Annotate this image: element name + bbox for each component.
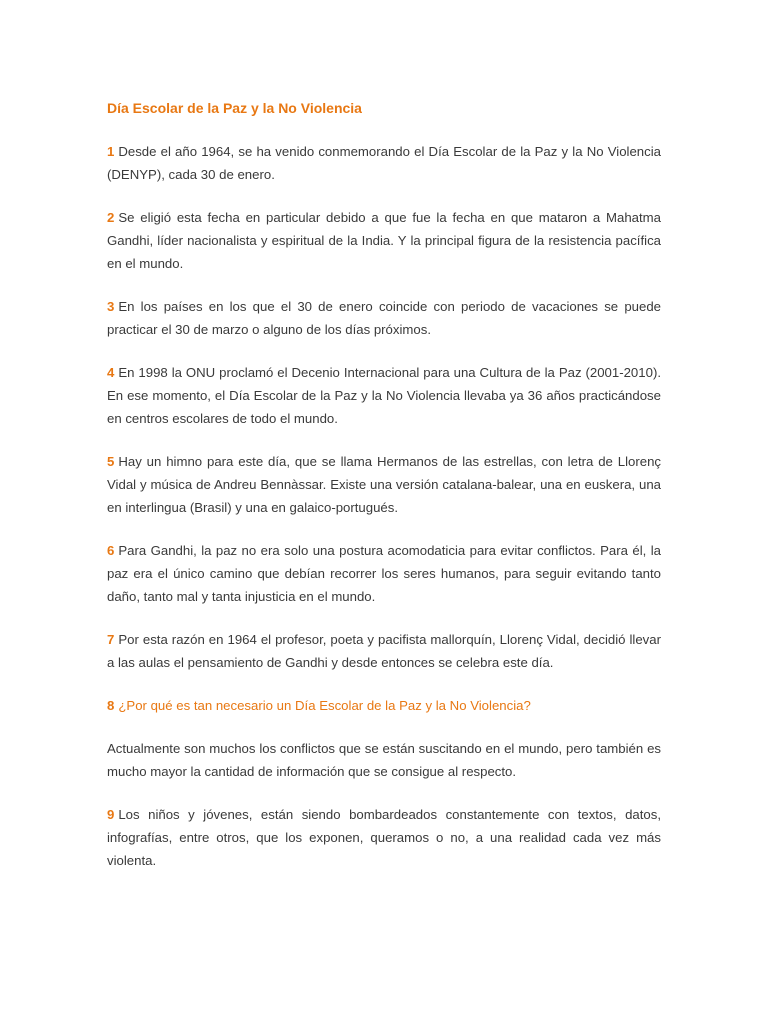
paragraph-5 — [107, 450, 661, 519]
paragraph-4 — [107, 361, 661, 430]
paragraph-number: 6 — [107, 543, 115, 558]
paragraph-number: 1 — [107, 144, 115, 159]
paragraph-6 — [107, 539, 661, 608]
paragraph-7 — [107, 628, 661, 674]
paragraph-text: Los niños y jóvenes, están siendo bombardeados constantemente con textos, datos, infografías, entre otros, que los exponen, queramos o no, a una realidad cada vez más violenta. — [107, 807, 661, 868]
paragraph-number: 5 — [107, 454, 115, 469]
paragraph-3 — [107, 295, 661, 341]
paragraph-8-question — [107, 694, 661, 717]
paragraph-answer — [107, 737, 661, 783]
paragraph-text: Para Gandhi, la paz no era solo una postura acomodaticia para evitar conflictos. Para él, la paz era el único camino que debían recorrer los seres humanos, para seguir evitando tanto daño, tanto mal y tanta injusticia en el mundo. — [107, 543, 661, 604]
paragraph-text: Desde el año 1964, se ha venido conmemorando el Día Escolar de la Paz y la No Violencia (DENYP), cada 30 de enero. — [107, 144, 661, 182]
paragraph-text: En los países en los que el 30 de enero coincide con periodo de vacaciones se puede practicar el 30 de marzo o alguno de los días próximos. — [107, 299, 661, 337]
paragraph-1 — [107, 140, 661, 186]
paragraph-text: En 1998 la ONU proclamó el Decenio Internacional para una Cultura de la Paz (2001-2010). En ese momento, el Día Escolar de la Paz y la No Violencia llevaba ya 36 años practicándose en centros escolares de todo el mundo. — [107, 365, 661, 426]
paragraph-text: Se eligió esta fecha en particular debido a que fue la fecha en que mataron a Mahatma Gandhi, líder nacionalista y espiritual de la India. Y la principal figura de la resistencia pacífica en el mundo. — [107, 210, 661, 271]
paragraph-number: 2 — [107, 210, 115, 225]
paragraph-number: 8 — [107, 698, 115, 713]
paragraph-9 — [107, 803, 661, 872]
question-link[interactable]: ¿Por qué es tan necesario un Día Escolar de la Paz y la No Violencia? — [118, 698, 531, 713]
paragraph-text: Actualmente son muchos los conflictos que se están suscitando en el mundo, pero también es mucho mayor la cantidad de información que se consigue al respecto. — [107, 741, 661, 779]
paragraph-number: 3 — [107, 299, 115, 314]
paragraph-number: 7 — [107, 632, 115, 647]
paragraph-2 — [107, 206, 661, 275]
paragraph-text: Por esta razón en 1964 el profesor, poeta y pacifista mallorquín, Llorenç Vidal, decidió llevar a las aulas el pensamiento de Gandhi y desde entonces se celebra este día. — [107, 632, 661, 670]
document-title: Día Escolar de la Paz y la No Violencia — [107, 100, 362, 116]
paragraph-text: Hay un himno para este día, que se llama Hermanos de las estrellas, con letra de Llorenç Vidal y música de Andreu Bennàssar. Existe una versión catalana-balear, una en euskera, una en interlingua (Brasil) y una en galaico-portugués. — [107, 454, 661, 515]
paragraph-number: 4 — [107, 365, 115, 380]
document — [107, 96, 661, 892]
paragraph-number: 9 — [107, 807, 115, 822]
